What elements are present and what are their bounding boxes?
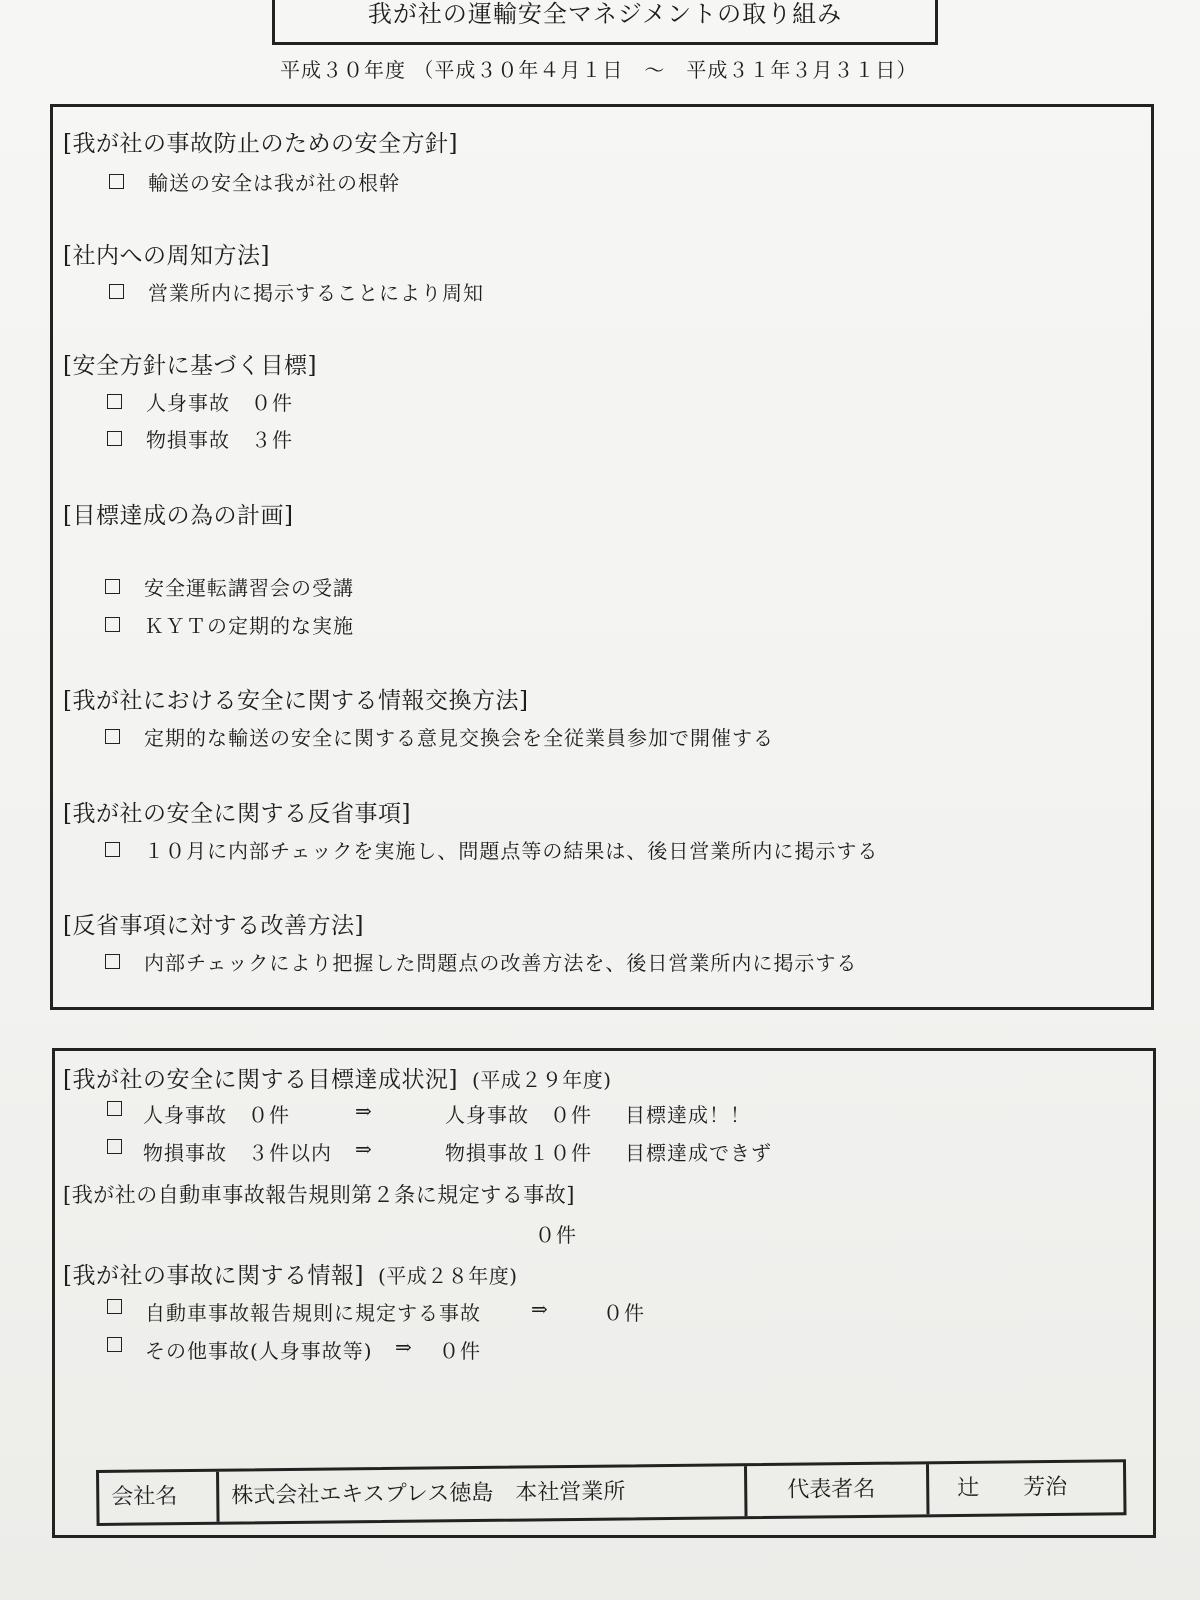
rule-accident-count: ０件 xyxy=(535,1223,577,1247)
section-heading-improvement: [反省事項に対する改善方法] xyxy=(63,913,364,939)
actual-value: 物損事故１０件 xyxy=(445,1141,592,1165)
checkbox-icon xyxy=(107,1299,122,1314)
section-heading-accident-info: [我が社の事故に関する情報] (平成２８年度) xyxy=(63,1263,518,1289)
checkbox-icon xyxy=(107,431,122,446)
representative-label: 代表者名 xyxy=(747,1464,930,1516)
checkbox-icon xyxy=(105,579,120,594)
list-item: 安全運転講習会の受講 xyxy=(105,572,354,601)
section-heading-achievement: [我が社の安全に関する目標達成状況] (平成２９年度) xyxy=(63,1067,612,1093)
accident-label: 自動車事故報告規則に規定する事故 xyxy=(145,1301,481,1325)
section-heading-reflection: [我が社の安全に関する反省事項] xyxy=(63,801,411,827)
list-item: １０月に内部チェックを実施し、問題点等の結果は、後日営業所内に掲示する xyxy=(105,835,878,864)
section-heading-targets: [安全方針に基づく目標] xyxy=(63,353,317,379)
accident-count: ０件 xyxy=(603,1301,645,1325)
section-heading-policy: [我が社の事故防止のための安全方針] xyxy=(63,131,458,157)
company-name: 株式会社エキスプレス徳島 本社営業所 xyxy=(219,1466,747,1522)
accident-count: ０件 xyxy=(439,1339,481,1363)
checkbox-icon xyxy=(105,954,120,969)
safety-policy-box xyxy=(50,104,1154,1010)
checkbox-icon xyxy=(109,284,124,299)
section-heading-plan: [目標達成の為の計画] xyxy=(63,503,294,529)
section-heading-info-exchange: [我が社における安全に関する情報交換方法] xyxy=(63,688,529,714)
list-item: 定期的な輸送の安全に関する意見交換会を全従業員参加で開催する xyxy=(105,722,774,751)
document-title: 我が社の運輸安全マネジメントの取り組み xyxy=(272,0,938,45)
list-item: ＫＹＴの定期的な実施 xyxy=(105,610,354,639)
achievement-status: 目標達成できず xyxy=(625,1141,772,1165)
fiscal-period: 平成３０年度 （平成３０年４月１日 ～ 平成３１年３月３１日） xyxy=(280,58,918,82)
checkbox-icon xyxy=(105,842,120,857)
arrow-icon: ⇒ xyxy=(531,1297,549,1321)
section-heading-rule-accidents: [我が社の自動車事故報告規則第２条に規定する事故] xyxy=(63,1183,575,1207)
list-item: 物損事故 ３件 xyxy=(107,424,293,453)
checkbox-icon xyxy=(109,174,124,189)
checkbox-icon xyxy=(107,1101,122,1116)
list-item: 輸送の安全は我が社の根幹 xyxy=(109,167,400,196)
checkbox-icon xyxy=(105,729,120,744)
target-value: 物損事故 ３件以内 xyxy=(143,1141,332,1165)
achievement-row xyxy=(107,1101,146,1116)
representative-name: 辻 芳治 xyxy=(957,1474,1068,1501)
accident-row xyxy=(107,1299,146,1314)
checkbox-icon xyxy=(107,1337,122,1352)
arrow-icon: ⇒ xyxy=(395,1335,413,1359)
list-item: 内部チェックにより把握した問題点の改善方法を、後日営業所内に掲示する xyxy=(105,947,857,976)
company-info-table xyxy=(96,1459,1127,1526)
accident-label: その他事故(人身事故等) xyxy=(145,1339,373,1363)
arrow-icon: ⇒ xyxy=(355,1137,373,1161)
target-value: 人身事故 ０件 xyxy=(143,1103,290,1127)
checkbox-icon xyxy=(105,617,120,632)
achievement-row xyxy=(107,1139,146,1154)
achievement-status: 目標達成！！ xyxy=(625,1103,751,1127)
actual-value: 人身事故 ０件 xyxy=(445,1103,592,1127)
list-item: 営業所内に掲示することにより周知 xyxy=(109,277,484,306)
checkbox-icon xyxy=(107,1139,122,1154)
accident-row xyxy=(107,1337,146,1352)
checkbox-icon xyxy=(107,394,122,409)
company-label: 会社名 xyxy=(99,1472,220,1523)
arrow-icon: ⇒ xyxy=(355,1099,373,1123)
section-heading-notice: [社内への周知方法] xyxy=(63,243,270,269)
list-item: 人身事故 ０件 xyxy=(107,387,293,416)
